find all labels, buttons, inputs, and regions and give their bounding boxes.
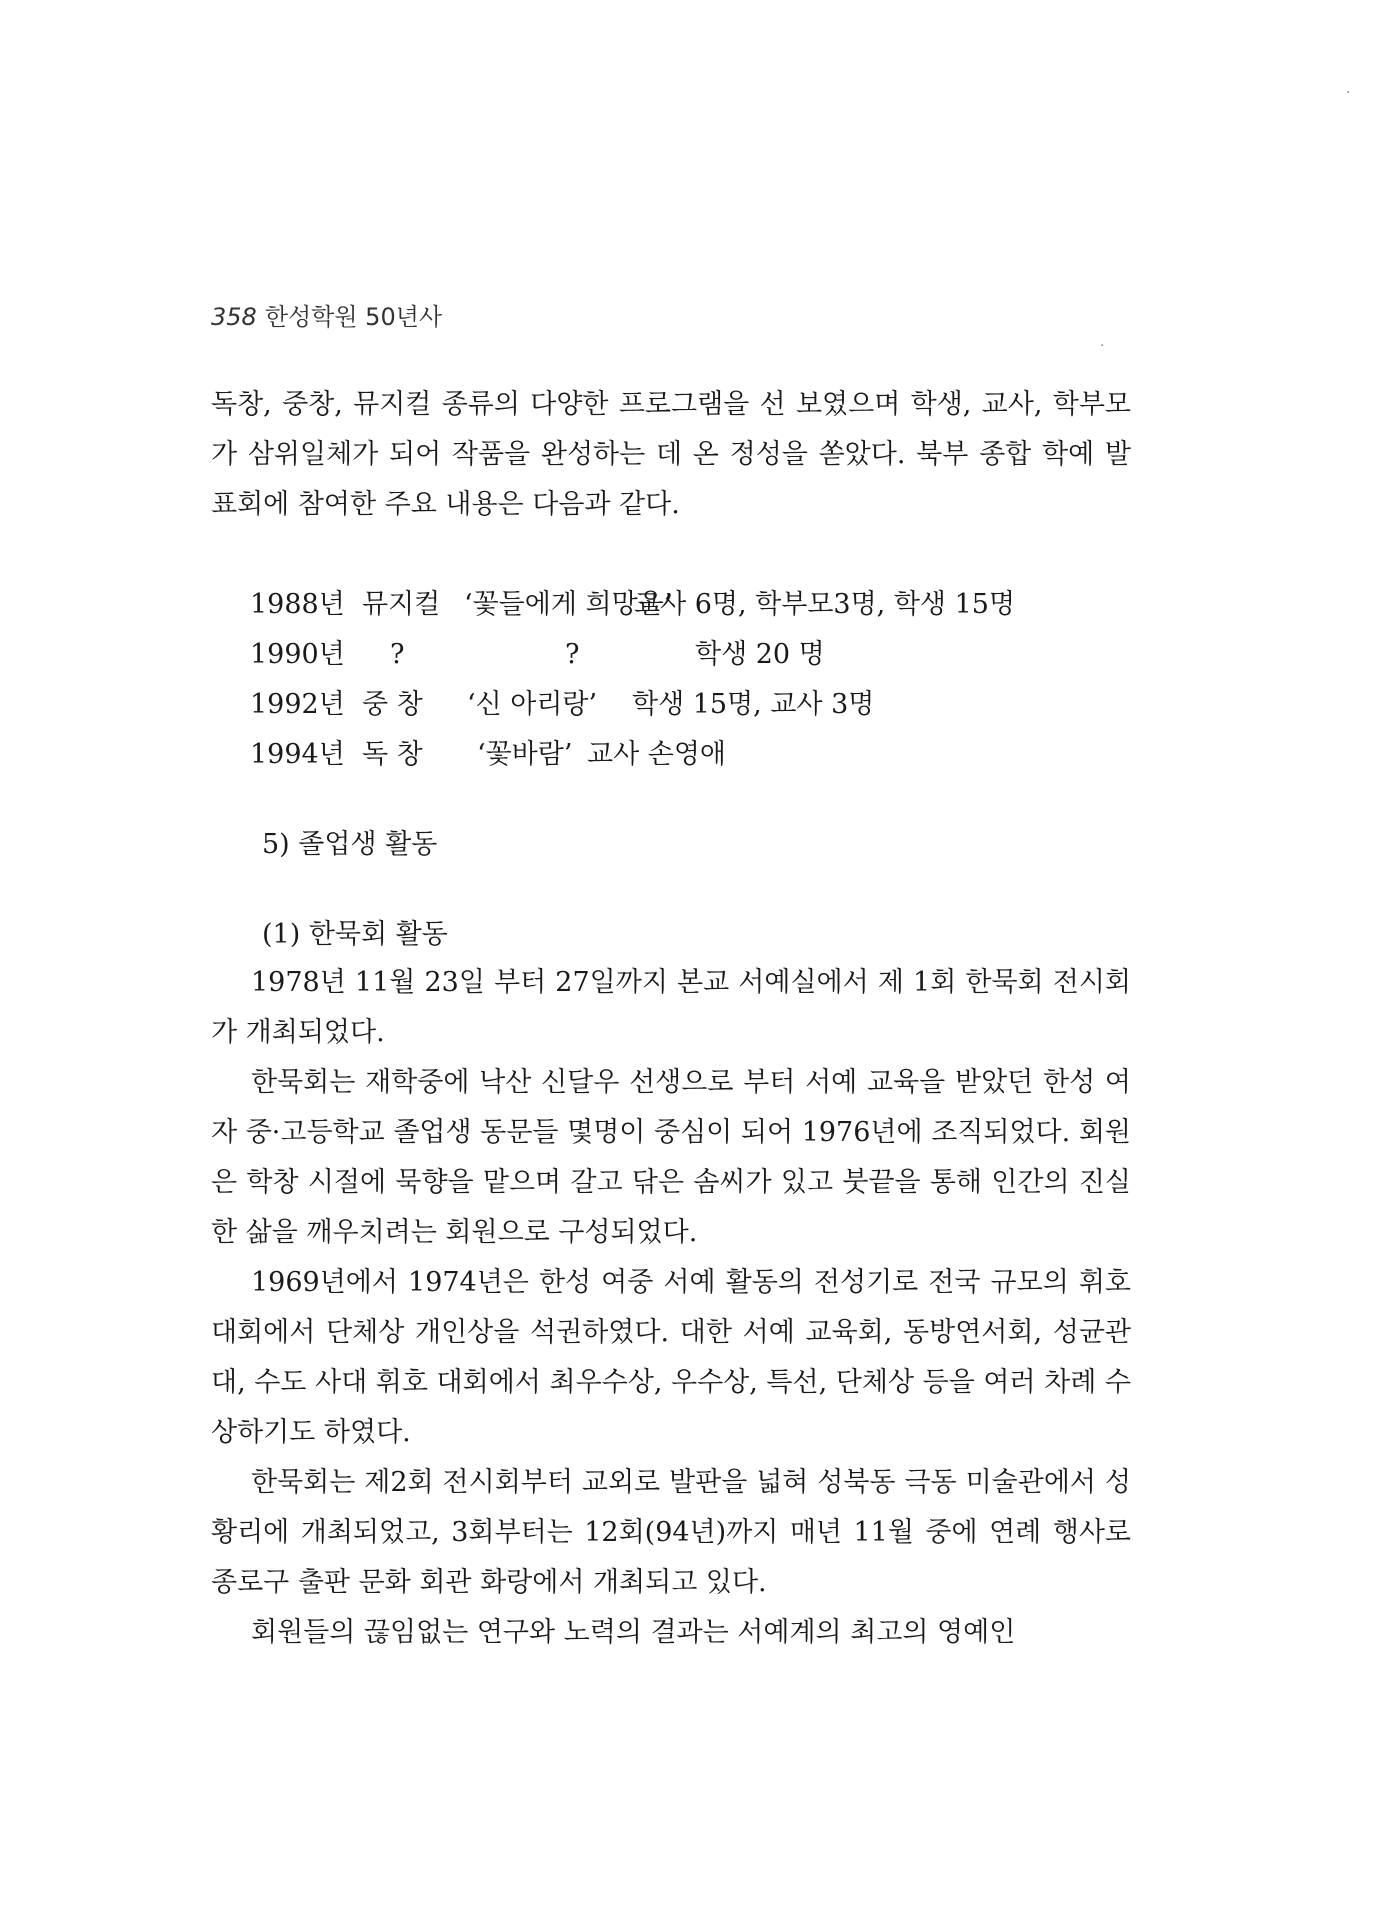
schedule-row bbox=[250, 580, 1015, 630]
schedule-year: 1988년 bbox=[250, 589, 345, 620]
schedule-row bbox=[250, 630, 1015, 680]
schedule-title: ‘꽃바람’ bbox=[477, 739, 573, 770]
scan-speck: · bbox=[1100, 338, 1105, 354]
running-header bbox=[211, 297, 442, 332]
section-heading: 5) 졸업생 활동 bbox=[262, 829, 438, 860]
schedule-title: ? bbox=[565, 639, 580, 670]
paragraph: 회원들의 끊임없는 연구와 노력의 결과는 서예계의 최고의 영예인 bbox=[251, 1617, 1016, 1648]
intro-paragraph: 독창, 중창, 뮤지컬 종류의 다양한 프로그램을 선 보였으며 학생, 교사, 학부모가 삼위일체가 되어 작품을 완성하는 데 온 정성을 쏟았다. 북부 종합 학예 발표회에 참여한 주요 내용은 다음과 같다. bbox=[211, 389, 1131, 520]
schedule-row bbox=[250, 730, 1015, 780]
schedule-title: ‘꽃들에게 희망을’ bbox=[464, 589, 673, 620]
schedule-participants: 학생 15명, 교사 3명 bbox=[632, 689, 875, 720]
schedule-genre: 독 창 bbox=[362, 739, 423, 770]
schedule-participants: 교사 손영애 bbox=[587, 739, 726, 770]
book-title: 한성학원 50년사 bbox=[264, 303, 443, 331]
schedule-participants: 학생 20 명 bbox=[695, 639, 825, 670]
paragraph: 1969년에서 1974년은 한성 여중 서예 활동의 전성기로 전국 규모의 휘호 대회에서 단체상 개인상을 석권하였다. 대한 서예 교육회, 동방연서회, 성균관대, 수도 사대 휘호 대회에서 최우수상, 우수상, 특선, 단체상 등을 여러 차례 수상하기도 하였다. bbox=[211, 1267, 1131, 1448]
schedule-row bbox=[250, 680, 1015, 730]
schedule-title: ‘신 아리랑’ bbox=[467, 689, 598, 720]
schedule-year: 1992년 bbox=[250, 689, 345, 720]
schedule-genre: 중 창 bbox=[362, 689, 423, 720]
schedule-year: 1994년 bbox=[250, 739, 345, 770]
main-text bbox=[211, 958, 1131, 1658]
page-number: 358 bbox=[211, 303, 257, 331]
paragraph: 한묵회는 제2회 전시회부터 교외로 발판을 넓혀 성북동 극동 미술관에서 성황리에 개최되었고, 3회부터는 12회(94년)까지 매년 11월 중에 연례 행사로 종로구 출판 문화 회관 화랑에서 개최되고 있다. bbox=[211, 1467, 1131, 1598]
subsection-heading: (1) 한묵회 활동 bbox=[262, 919, 448, 950]
schedule-genre: ? bbox=[390, 639, 405, 670]
schedule-participants: 교사 6명, 학부모3명, 학생 15명 bbox=[634, 589, 1016, 620]
paragraph: 한묵회는 재학중에 낙산 신달우 선생으로 부터 서예 교육을 받았던 한성 여자 중·고등학교 졸업생 동문들 몇명이 중심이 되어 1976년에 조직되었다. 회원은 학창 시절에 묵향을 맡으며 갈고 닦은 솜씨가 있고 붓끝을 통해 인간의 진실한 삶을 깨우치려는 회원으로 구성되었다. bbox=[211, 1067, 1131, 1248]
schedule-genre: 뮤지컬 bbox=[362, 589, 441, 620]
scan-speck: · bbox=[1346, 85, 1351, 101]
performance-schedule bbox=[250, 580, 1015, 780]
schedule-year: 1990년 bbox=[250, 639, 345, 670]
paragraph: 1978년 11월 23일 부터 27일까지 본교 서예실에서 제 1회 한묵회 전시회가 개최되었다. bbox=[211, 967, 1131, 1048]
